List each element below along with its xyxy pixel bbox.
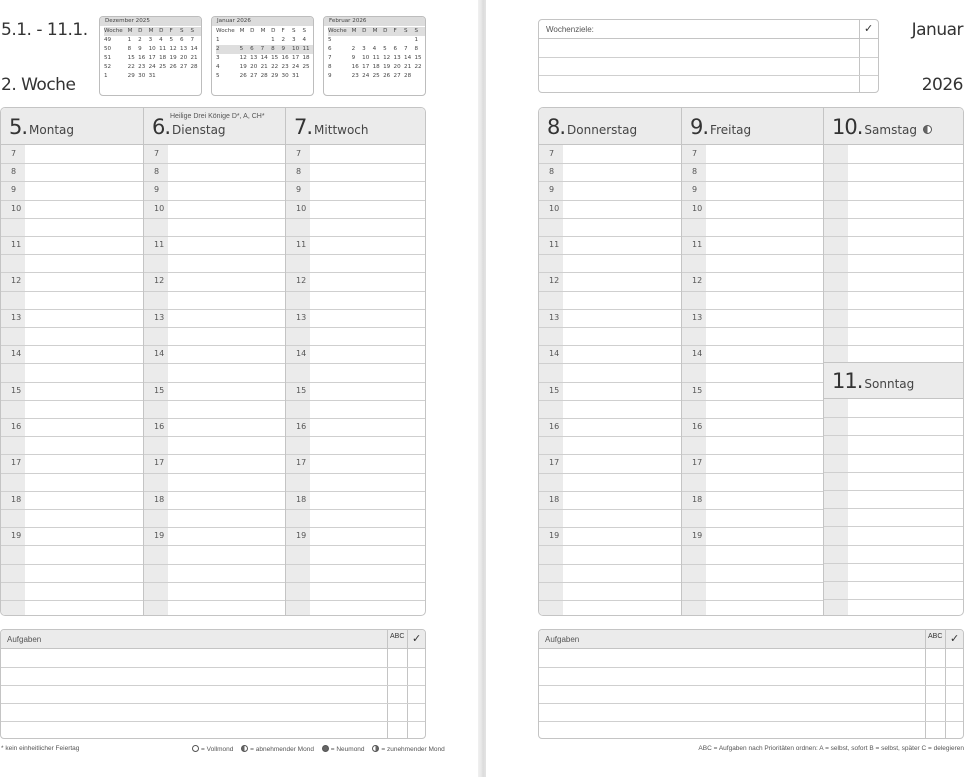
hour-label: 11 bbox=[154, 240, 165, 249]
hour-label: 15 bbox=[11, 385, 22, 395]
hour-label: 10 bbox=[549, 203, 560, 213]
mini-calendar-cell: Woche bbox=[104, 27, 128, 36]
hour-label: 15 bbox=[549, 385, 560, 395]
mini-calendar-week bbox=[104, 63, 201, 72]
mini-calendar-cell: 31 bbox=[292, 73, 300, 80]
mini-calendar-cell: 20 bbox=[180, 55, 188, 62]
waxing-moon-icon bbox=[372, 745, 379, 752]
moon-legend-waxing: = zunehmender Mond bbox=[381, 746, 445, 753]
hour-label: 14 bbox=[296, 349, 307, 359]
tasks-header bbox=[539, 630, 963, 649]
day-column bbox=[539, 108, 681, 615]
mini-calendar-cell: 7 bbox=[190, 37, 195, 44]
date-range: 5.1. - 11.1. bbox=[1, 20, 88, 40]
mini-calendar-cell: 9 bbox=[138, 46, 142, 53]
mini-calendar-cell: 17 bbox=[292, 55, 300, 62]
weekly-goals-label: Wochenziele: bbox=[546, 25, 594, 34]
day-number: 5. bbox=[9, 115, 28, 139]
mini-calendar-cell: 13 bbox=[180, 46, 188, 53]
left-page bbox=[0, 0, 478, 777]
hour-label: 19 bbox=[11, 531, 22, 541]
hour-label: 8 bbox=[154, 167, 160, 177]
mini-calendar-cell: 26 bbox=[383, 73, 391, 80]
mini-calendar-week bbox=[216, 36, 313, 45]
mini-calendar-cell: 6 bbox=[393, 46, 398, 53]
goals-check-divider bbox=[859, 20, 860, 92]
mini-calendar-cell: 18 bbox=[372, 64, 380, 71]
mini-calendar-cell: M bbox=[373, 27, 383, 36]
mini-calendar-week bbox=[216, 72, 313, 81]
mini-calendar-cell: 21 bbox=[190, 55, 198, 62]
mini-calendar-cell: 30 bbox=[281, 73, 289, 80]
mini-calendar-cell: 12 bbox=[239, 55, 247, 62]
hour-label: 13 bbox=[154, 312, 165, 322]
day-column bbox=[285, 108, 426, 615]
hour-label: 15 bbox=[296, 385, 307, 395]
check-label: ✓ bbox=[950, 633, 960, 645]
mini-calendar-cell: 6 bbox=[328, 46, 332, 53]
mini-calendar-cell: 1 bbox=[127, 37, 132, 44]
hour-label: 14 bbox=[692, 349, 703, 359]
mini-calendar-cell: 23 bbox=[281, 64, 289, 71]
mini-calendar-cell: 18 bbox=[302, 55, 310, 62]
mini-calendar-cell: 11 bbox=[159, 46, 167, 53]
hour-label: 18 bbox=[11, 494, 22, 504]
hour-label: 8 bbox=[296, 167, 302, 177]
hour-label: 8 bbox=[692, 167, 698, 177]
mini-calendar-cell: 22 bbox=[271, 64, 279, 71]
mini-calendar bbox=[99, 16, 202, 96]
hour-label: 18 bbox=[692, 494, 703, 504]
hour-label: 11 bbox=[549, 240, 560, 249]
hour-label: 7 bbox=[154, 149, 160, 158]
mini-calendar-cell bbox=[362, 36, 372, 45]
day-name: Samstag bbox=[864, 123, 917, 137]
check-label: ✓ bbox=[412, 633, 422, 645]
mini-calendar-cell: 6 bbox=[180, 37, 184, 44]
year-label: 2026 bbox=[921, 75, 963, 95]
moon-legend-full: = Vollmond bbox=[201, 746, 234, 753]
mini-calendar-cell: 23 bbox=[351, 73, 359, 80]
mini-calendar-cell: 5 bbox=[216, 73, 220, 80]
hour-label: 18 bbox=[154, 494, 165, 504]
mini-calendar-cell: 17 bbox=[148, 55, 156, 62]
hour-label: 16 bbox=[154, 422, 165, 431]
mini-calendar-cell: 25 bbox=[159, 64, 167, 71]
day-header bbox=[824, 362, 964, 399]
hour-label: 17 bbox=[549, 458, 560, 468]
hour-label: 17 bbox=[11, 458, 22, 468]
mini-calendar-cell: 9 bbox=[282, 45, 292, 54]
hour-label: 9 bbox=[154, 185, 160, 195]
mini-calendar-title: Februar 2026 bbox=[324, 17, 425, 26]
mini-calendar-cell: D bbox=[159, 27, 169, 36]
hour-label: 9 bbox=[11, 185, 17, 195]
hour-label: 17 bbox=[692, 458, 703, 468]
hour-label: 11 bbox=[11, 240, 22, 249]
mini-calendar-cell: 4 bbox=[159, 37, 163, 44]
mini-calendar-cell: 8 bbox=[328, 64, 332, 71]
mini-calendar-cell: 1 bbox=[414, 37, 419, 44]
mini-calendar-cell: F bbox=[394, 27, 404, 36]
mini-calendar-cell: 16 bbox=[281, 55, 289, 62]
mini-calendar-cell: 20 bbox=[393, 64, 401, 71]
mini-calendar-cell: 6 bbox=[250, 45, 260, 54]
tasks-label: Aufgaben bbox=[545, 635, 580, 644]
abc-label: ABC bbox=[928, 633, 943, 640]
mini-calendar-cell: 20 bbox=[250, 64, 258, 71]
mini-calendar-cell: M bbox=[239, 28, 245, 34]
mini-calendar-cell: 12 bbox=[383, 55, 391, 62]
mini-calendar-header bbox=[104, 27, 201, 36]
tasks-header bbox=[1, 630, 425, 649]
goals-check-label: ✓ bbox=[864, 23, 874, 35]
day-column bbox=[681, 108, 823, 615]
day-name: Sonntag bbox=[864, 377, 915, 391]
mini-calendar-cell: S bbox=[414, 27, 425, 36]
hour-label: 11 bbox=[692, 240, 703, 249]
mini-calendar-cell: 14 bbox=[404, 55, 412, 62]
day-column bbox=[823, 362, 964, 616]
hour-label: 10 bbox=[296, 203, 307, 213]
mini-calendar-cell: Woche bbox=[328, 27, 352, 36]
hour-label: 8 bbox=[549, 167, 555, 177]
day-header bbox=[539, 108, 681, 145]
mini-calendar-cell: 9 bbox=[351, 55, 356, 62]
mini-calendar-cell: 1 bbox=[104, 73, 108, 80]
day-number: 11. bbox=[832, 369, 863, 393]
day-column bbox=[823, 108, 964, 362]
hour-label: 7 bbox=[692, 149, 698, 158]
hour-label: 19 bbox=[549, 531, 560, 541]
mini-calendar-cell: 2 bbox=[216, 45, 240, 54]
hour-label: 7 bbox=[296, 149, 302, 158]
mini-calendar-cell bbox=[383, 36, 393, 45]
month-label: Januar bbox=[911, 20, 963, 40]
mini-calendar-cell: 25 bbox=[372, 73, 380, 80]
right-day-grid bbox=[538, 107, 964, 616]
day-number: 10. bbox=[832, 115, 863, 139]
mini-calendar-cell: S bbox=[190, 27, 201, 36]
mini-calendar-cell: 1 bbox=[271, 37, 275, 44]
holiday-label: Heilige Drei Könige D*, A, CH* bbox=[170, 113, 265, 120]
mini-calendar-cell bbox=[302, 72, 313, 81]
mini-calendar-cell: D bbox=[250, 28, 255, 34]
mini-calendar-cell: 27 bbox=[393, 73, 401, 80]
mini-calendar-cell: M bbox=[128, 27, 138, 36]
mini-calendar-cell bbox=[170, 72, 180, 81]
day-header bbox=[144, 108, 285, 145]
mini-calendar-cell: 3 bbox=[148, 37, 153, 44]
mini-calendar-cell: S bbox=[180, 27, 190, 36]
mini-calendar-cell: 30 bbox=[138, 73, 146, 80]
hour-label: 16 bbox=[296, 422, 307, 431]
mini-calendar-cell: 22 bbox=[414, 64, 422, 71]
mini-calendar-cell: 9 bbox=[328, 73, 332, 80]
mini-calendar-cell: 52 bbox=[104, 64, 112, 71]
mini-calendar-cell: 24 bbox=[362, 73, 370, 80]
mini-calendar-week bbox=[328, 45, 425, 54]
mini-calendar-header bbox=[328, 27, 425, 36]
mini-calendar-cell bbox=[180, 72, 190, 81]
mini-calendar-cell: 51 bbox=[104, 55, 112, 62]
mini-calendar-week bbox=[216, 54, 313, 63]
mini-calendar-cell bbox=[394, 36, 404, 45]
mini-calendar-cell: 13 bbox=[250, 55, 258, 62]
mini-calendar-cell: D bbox=[362, 27, 372, 36]
mini-calendar-cell: 28 bbox=[260, 73, 268, 80]
hour-label: 14 bbox=[549, 349, 560, 359]
mini-calendar-week bbox=[328, 72, 425, 81]
mini-calendar-cell: 7 bbox=[328, 55, 332, 62]
abc-label: ABC bbox=[390, 633, 405, 640]
new-moon-icon bbox=[322, 745, 329, 752]
mini-calendar-cell: 21 bbox=[260, 64, 268, 71]
mini-calendar-cell: 19 bbox=[239, 64, 247, 71]
hour-label: 18 bbox=[296, 494, 307, 504]
hour-label: 12 bbox=[154, 276, 165, 286]
mini-calendar-cell: 12 bbox=[169, 46, 177, 53]
mini-calendar-cell: 15 bbox=[414, 55, 422, 62]
mini-calendar-cell bbox=[190, 72, 201, 81]
hour-label: 7 bbox=[11, 149, 17, 158]
mini-calendar-cell: 5 bbox=[328, 37, 332, 44]
hour-label: 16 bbox=[692, 422, 703, 431]
mini-calendar-week bbox=[216, 63, 313, 72]
hour-label: 19 bbox=[692, 531, 703, 541]
mini-calendar-cell: 29 bbox=[127, 73, 135, 80]
hour-label: 12 bbox=[11, 276, 22, 286]
mini-calendar-cell: 31 bbox=[148, 73, 156, 80]
mini-calendar bbox=[323, 16, 426, 96]
weekly-goals-box bbox=[538, 19, 879, 93]
tasks-label: Aufgaben bbox=[7, 635, 42, 644]
hour-label: 10 bbox=[692, 203, 703, 213]
hour-label: 10 bbox=[11, 203, 22, 213]
hour-label: 13 bbox=[11, 312, 22, 322]
hour-label: 13 bbox=[296, 312, 307, 322]
mini-calendar-cell: 49 bbox=[104, 37, 112, 44]
day-name: Montag bbox=[29, 123, 75, 137]
hour-label: 10 bbox=[154, 203, 165, 213]
mini-calendar-cell: 19 bbox=[169, 55, 177, 62]
hour-label: 18 bbox=[549, 494, 560, 504]
mini-calendar-cell: 8 bbox=[127, 46, 132, 53]
day-header bbox=[682, 108, 823, 145]
hour-label: 17 bbox=[296, 458, 307, 468]
day-header bbox=[824, 108, 964, 145]
mini-calendar-title: Januar 2026 bbox=[212, 17, 313, 26]
mini-calendar-cell: D bbox=[383, 27, 393, 36]
mini-calendar-cell: 21 bbox=[404, 64, 412, 71]
mini-calendar-cell: D bbox=[271, 28, 276, 34]
mini-calendar-cell: 8 bbox=[414, 46, 419, 53]
day-number: 7. bbox=[294, 115, 313, 139]
mini-calendar-cell: D bbox=[138, 27, 148, 36]
mini-calendar-cell: S bbox=[292, 28, 296, 34]
left-day-grid bbox=[0, 107, 426, 616]
mini-calendar-cell: S bbox=[302, 28, 307, 34]
mini-calendar-cell: 2 bbox=[138, 37, 142, 44]
mini-calendar-cell: S bbox=[404, 27, 414, 36]
mini-calendar-cell: 15 bbox=[127, 55, 135, 62]
mini-calendar-cell: 11 bbox=[302, 45, 313, 54]
hour-label: 8 bbox=[11, 167, 17, 177]
mini-calendar-cell bbox=[352, 36, 362, 45]
mini-calendar-cell: 28 bbox=[190, 64, 198, 71]
mini-calendar-week bbox=[104, 54, 201, 63]
mini-calendar-cell: M bbox=[352, 27, 362, 36]
mini-calendar-week bbox=[328, 36, 425, 45]
mini-calendar-cell: 16 bbox=[138, 55, 146, 62]
hour-label: 13 bbox=[692, 312, 703, 322]
mini-calendar-title: Dezember 2025 bbox=[100, 17, 201, 26]
mini-calendar-cell: 5 bbox=[383, 46, 387, 53]
mini-calendar-cell: 28 bbox=[404, 73, 412, 80]
mini-calendar-cell: 10 bbox=[292, 45, 302, 54]
hour-label: 14 bbox=[154, 349, 165, 359]
mini-calendar-cell bbox=[261, 36, 271, 45]
hour-label: 9 bbox=[692, 185, 698, 195]
mini-calendar-cell: 14 bbox=[190, 46, 198, 53]
holiday-footnote: * kein einheitlicher Feiertag bbox=[1, 745, 80, 752]
mini-calendar-week bbox=[328, 63, 425, 72]
mini-calendar-header bbox=[216, 27, 313, 36]
mini-calendar-cell: F bbox=[170, 27, 180, 36]
hour-label: 12 bbox=[692, 276, 703, 286]
mini-calendar-cell: 4 bbox=[372, 46, 377, 53]
hour-label: 17 bbox=[154, 458, 165, 468]
left-tasks-box bbox=[0, 629, 426, 739]
mini-calendar-cell: 14 bbox=[260, 55, 268, 62]
mini-calendar-cell bbox=[250, 36, 260, 45]
mini-calendar-cell: 27 bbox=[250, 73, 258, 80]
hour-label: 9 bbox=[296, 185, 302, 195]
mini-calendar-cell: 3 bbox=[362, 46, 366, 53]
mini-calendar-cell: 26 bbox=[169, 64, 177, 71]
mini-calendar-week bbox=[216, 45, 313, 54]
mini-calendar-cell: 26 bbox=[239, 73, 247, 80]
day-number: 8. bbox=[547, 115, 566, 139]
day-column bbox=[1, 108, 143, 615]
mini-calendar-week bbox=[328, 54, 425, 63]
moon-legend-new: = Neumond bbox=[330, 746, 365, 753]
mini-calendar-cell bbox=[404, 36, 414, 45]
mini-calendar-cell: 15 bbox=[271, 55, 279, 62]
mini-calendar-cell: 19 bbox=[383, 64, 391, 71]
hour-label: 19 bbox=[296, 531, 307, 541]
mini-calendar-cell: 5 bbox=[169, 37, 174, 44]
mini-calendar-cell: M bbox=[149, 27, 159, 36]
mini-calendar-cell: 3 bbox=[292, 37, 296, 44]
mini-calendar-cell: 7 bbox=[261, 45, 271, 54]
hour-label: 12 bbox=[296, 276, 307, 286]
mini-calendar-cell: 24 bbox=[292, 64, 300, 71]
mini-calendar-cell: 2 bbox=[281, 37, 286, 44]
mini-calendar-cell: 8 bbox=[271, 45, 281, 54]
mini-calendar-cell: 11 bbox=[372, 55, 380, 62]
day-name: Mittwoch bbox=[314, 123, 369, 137]
mini-calendar-cell: 13 bbox=[393, 55, 401, 62]
mini-calendar-cell: 16 bbox=[351, 64, 359, 71]
waning-moon-icon bbox=[241, 745, 248, 752]
mini-calendar-cell: 7 bbox=[404, 46, 408, 53]
priority-footnote: ABC = Aufgaben nach Prioritäten ordnen: A = selbst, sofort B = selbst, später C = delegieren bbox=[698, 745, 964, 752]
moon-legend-waning: = abnehmender Mond bbox=[250, 746, 314, 753]
mini-calendar-cell: 2 bbox=[351, 46, 356, 53]
week-label: 2. Woche bbox=[1, 75, 76, 95]
hour-label: 15 bbox=[692, 385, 703, 395]
mini-calendar-cell: 27 bbox=[180, 64, 188, 71]
mini-calendar-cell: 3 bbox=[216, 55, 220, 62]
mini-calendar bbox=[211, 16, 314, 96]
mini-calendar-cell: F bbox=[281, 28, 285, 34]
mini-calendar-cell: 50 bbox=[104, 46, 112, 53]
mini-calendar-cell: 18 bbox=[159, 55, 167, 62]
day-column bbox=[143, 108, 285, 615]
mini-calendar-cell bbox=[373, 36, 383, 45]
hour-label: 7 bbox=[549, 149, 555, 158]
mini-calendar-cell bbox=[414, 72, 425, 81]
mini-calendar-cell: 5 bbox=[240, 45, 250, 54]
mini-calendar-cell: 25 bbox=[302, 64, 310, 71]
full-moon-icon bbox=[192, 745, 199, 752]
hour-label: 16 bbox=[11, 422, 22, 431]
mini-calendar-cell: Woche bbox=[216, 28, 235, 34]
hour-label: 11 bbox=[296, 240, 307, 249]
mini-calendar-cell bbox=[159, 72, 169, 81]
mini-calendar-cell: 23 bbox=[138, 64, 146, 71]
mini-calendar-cell: 10 bbox=[148, 46, 156, 53]
mini-calendar-cell: 4 bbox=[216, 64, 220, 71]
right-page bbox=[486, 0, 964, 777]
right-tasks-box bbox=[538, 629, 964, 739]
mini-calendar-week bbox=[104, 45, 201, 54]
waning-moon-icon bbox=[923, 125, 932, 134]
day-number: 9. bbox=[690, 115, 709, 139]
mini-calendar-week bbox=[104, 36, 201, 45]
hour-label: 15 bbox=[154, 385, 165, 395]
day-header bbox=[286, 108, 426, 145]
mini-calendar-cell bbox=[240, 36, 250, 45]
hour-label: 9 bbox=[549, 185, 555, 195]
mini-calendar-cell: 22 bbox=[127, 64, 135, 71]
hour-label: 14 bbox=[11, 349, 22, 359]
hour-label: 16 bbox=[549, 422, 560, 431]
mini-calendar-cell: 10 bbox=[362, 55, 370, 62]
mini-calendar-cell: M bbox=[260, 28, 266, 34]
day-name: Dienstag bbox=[172, 123, 226, 137]
day-name: Donnerstag bbox=[567, 123, 638, 137]
day-name: Freitag bbox=[710, 123, 752, 137]
day-number: 6. bbox=[152, 115, 171, 139]
mini-calendar-cell: 1 bbox=[216, 37, 220, 44]
mini-calendar-cell: 4 bbox=[302, 37, 307, 44]
day-header bbox=[1, 108, 143, 145]
hour-label: 13 bbox=[549, 312, 560, 322]
mini-calendar-week bbox=[104, 72, 201, 81]
hour-label: 19 bbox=[154, 531, 165, 541]
hour-label: 12 bbox=[549, 276, 560, 286]
mini-calendar-cell: 24 bbox=[148, 64, 156, 71]
mini-calendar-cell: 29 bbox=[271, 73, 279, 80]
moon-legend bbox=[186, 745, 445, 753]
mini-calendar-cell: 17 bbox=[362, 64, 370, 71]
